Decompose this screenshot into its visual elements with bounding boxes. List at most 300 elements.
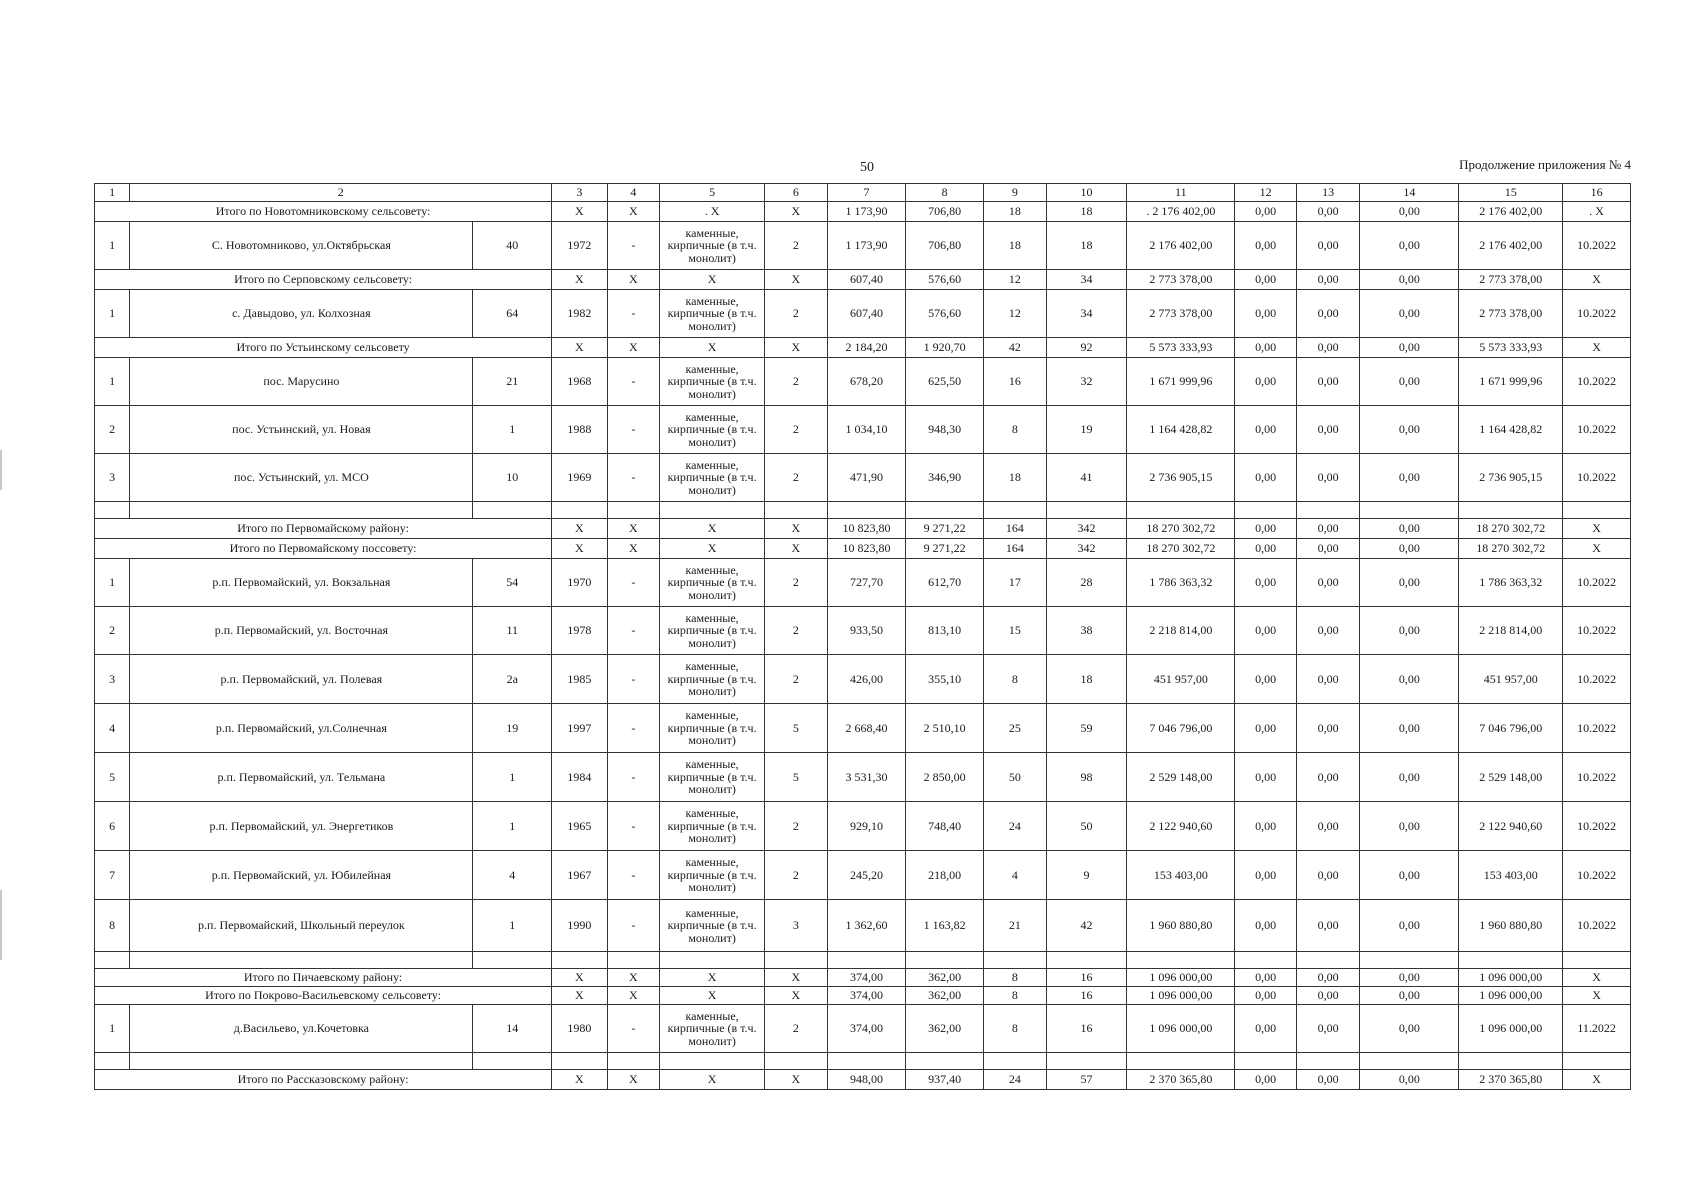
total-area: 10 823,80 (827, 519, 906, 539)
empty-cell (984, 1053, 1047, 1070)
wall-material: X (660, 969, 765, 987)
local-share: 0,00 (1360, 270, 1459, 290)
empty-cell (906, 1053, 984, 1070)
row-number: 3 (95, 454, 130, 502)
wall-material: каменные, кирпичные (в т.ч. монолит) (660, 1005, 765, 1053)
wall-material: каменные, кирпичные (в т.ч. монолит) (660, 607, 765, 655)
year-built: X (552, 519, 608, 539)
address: р.п. Первомайский, ул. Юбилейная (130, 851, 473, 900)
regional-share: 0,00 (1296, 969, 1360, 987)
total-cost: 1 096 000,00 (1127, 1005, 1235, 1053)
house-number: 21 (473, 358, 552, 406)
fund-share: 0,00 (1235, 987, 1297, 1005)
floors: X (765, 338, 828, 358)
living-area: 813,10 (906, 607, 984, 655)
house-number: 4 (473, 851, 552, 900)
total-area: 727,70 (827, 559, 906, 607)
total-cost: 2 529 148,00 (1127, 753, 1235, 802)
floors: X (765, 539, 828, 559)
subtotal-label: Итого по Серповскому сельсовету: (95, 270, 552, 290)
total-cost: 18 270 302,72 (1127, 539, 1235, 559)
total-area: 2 668,40 (827, 704, 906, 753)
column-number-header: 12 (1235, 184, 1297, 202)
fund-share: 0,00 (1235, 338, 1297, 358)
empty-row (95, 1053, 1631, 1070)
flats-count: 50 (984, 753, 1047, 802)
year-built: X (552, 338, 608, 358)
wall-material: X (660, 270, 765, 290)
local-share: 0,00 (1360, 222, 1459, 270)
regional-share: 0,00 (1296, 270, 1360, 290)
fund-share: 0,00 (1235, 290, 1297, 338)
total-cost: 18 270 302,72 (1127, 519, 1235, 539)
house-number: 1 (473, 900, 552, 952)
regional-share: 0,00 (1296, 851, 1360, 900)
subtotal-row (95, 1070, 1631, 1090)
total-cost: 5 573 333,93 (1127, 338, 1235, 358)
wall-material: каменные, кирпичные (в т.ч. монолит) (660, 704, 765, 753)
flats-count: 16 (984, 358, 1047, 406)
empty-cell (1046, 952, 1127, 969)
residents-count: 50 (1046, 802, 1127, 851)
total-cost: 1 096 000,00 (1127, 987, 1235, 1005)
local-share: 0,00 (1360, 290, 1459, 338)
total-area: 1 173,90 (827, 222, 906, 270)
empty-cell (984, 952, 1047, 969)
living-area: 625,50 (906, 358, 984, 406)
local-share: 0,00 (1360, 1005, 1459, 1053)
planned-completion: X (1563, 519, 1631, 539)
total-cost: 451 957,00 (1127, 655, 1235, 704)
commissioning-year: - (607, 802, 659, 851)
residents-count: 92 (1046, 338, 1127, 358)
empty-cell (473, 502, 552, 519)
row-number: 5 (95, 753, 130, 802)
flats-count: 18 (984, 202, 1047, 222)
total-area: 374,00 (827, 1005, 906, 1053)
fund-share: 0,00 (1235, 753, 1297, 802)
total-area: 948,00 (827, 1070, 906, 1090)
total-area: 471,90 (827, 454, 906, 502)
commissioning-year: X (607, 519, 659, 539)
total-area: 374,00 (827, 987, 906, 1005)
scan-edge-mark (0, 890, 2, 960)
year-built: 1972 (552, 222, 608, 270)
row-number: 8 (95, 900, 130, 952)
wall-material: каменные, кирпичные (в т.ч. монолит) (660, 900, 765, 952)
living-area: 937,40 (906, 1070, 984, 1090)
empty-cell (473, 1053, 552, 1070)
residents-count: 28 (1046, 559, 1127, 607)
flats-count: 8 (984, 987, 1047, 1005)
living-area: 2 510,10 (906, 704, 984, 753)
empty-cell (1563, 952, 1631, 969)
living-area: 1 920,70 (906, 338, 984, 358)
empty-cell (1459, 952, 1563, 969)
wall-material: каменные, кирпичные (в т.ч. монолит) (660, 406, 765, 454)
table-row (95, 851, 1631, 900)
column-number-header: 8 (906, 184, 984, 202)
local-share: 0,00 (1360, 539, 1459, 559)
local-share: 0,00 (1360, 987, 1459, 1005)
year-built: 1968 (552, 358, 608, 406)
fund-share: 0,00 (1235, 900, 1297, 952)
local-share: 0,00 (1360, 406, 1459, 454)
house-number: 19 (473, 704, 552, 753)
living-area: 748,40 (906, 802, 984, 851)
owners-share: 5 573 333,93 (1459, 338, 1563, 358)
table-row (95, 753, 1631, 802)
local-share: 0,00 (1360, 1070, 1459, 1090)
fund-share: 0,00 (1235, 802, 1297, 851)
empty-cell (1563, 1053, 1631, 1070)
regional-share: 0,00 (1296, 1070, 1360, 1090)
regional-share: 0,00 (1296, 454, 1360, 502)
empty-cell (906, 502, 984, 519)
empty-row (95, 502, 1631, 519)
local-share: 0,00 (1360, 358, 1459, 406)
regional-share: 0,00 (1296, 202, 1360, 222)
subtotal-row (95, 338, 1631, 358)
empty-cell (660, 502, 765, 519)
subtotal-label: Итого по Устьинскому сельсовету (95, 338, 552, 358)
appendix-continuation-note: Продолжение приложения № 4 (1459, 157, 1631, 172)
fund-share: 0,00 (1235, 969, 1297, 987)
local-share: 0,00 (1360, 900, 1459, 952)
planned-completion: 10.2022 (1563, 559, 1631, 607)
owners-share: 1 164 428,82 (1459, 406, 1563, 454)
wall-material: X (660, 987, 765, 1005)
column-number-header: 7 (827, 184, 906, 202)
planned-completion: X (1563, 539, 1631, 559)
flats-count: 8 (984, 969, 1047, 987)
column-number-header: 14 (1360, 184, 1459, 202)
fund-share: 0,00 (1235, 519, 1297, 539)
regional-share: 0,00 (1296, 559, 1360, 607)
commissioning-year: X (607, 969, 659, 987)
local-share: 0,00 (1360, 802, 1459, 851)
regional-share: 0,00 (1296, 655, 1360, 704)
empty-cell (552, 502, 608, 519)
total-cost: 1 786 363,32 (1127, 559, 1235, 607)
fund-share: 0,00 (1235, 1070, 1297, 1090)
empty-cell (1235, 502, 1297, 519)
residents-count: 18 (1046, 655, 1127, 704)
floors: 2 (765, 559, 828, 607)
fund-share: 0,00 (1235, 851, 1297, 900)
address: пос. Устьинский, ул. Новая (130, 406, 473, 454)
empty-cell (607, 1053, 659, 1070)
column-number-header: 2 (130, 184, 552, 202)
total-cost: 1 671 999,96 (1127, 358, 1235, 406)
column-number-header: 10 (1046, 184, 1127, 202)
column-number-header: 15 (1459, 184, 1563, 202)
local-share: 0,00 (1360, 753, 1459, 802)
planned-completion: X (1563, 969, 1631, 987)
floors: 2 (765, 358, 828, 406)
empty-cell (827, 502, 906, 519)
housing-register-table (94, 183, 1631, 1090)
planned-completion: X (1563, 987, 1631, 1005)
empty-cell (765, 1053, 828, 1070)
total-area: 607,40 (827, 290, 906, 338)
planned-completion: 10.2022 (1563, 290, 1631, 338)
scan-edge-mark (0, 450, 2, 490)
fund-share: 0,00 (1235, 406, 1297, 454)
owners-share: 18 270 302,72 (1459, 539, 1563, 559)
wall-material: каменные, кирпичные (в т.ч. монолит) (660, 290, 765, 338)
column-number-header: 5 (660, 184, 765, 202)
wall-material: каменные, кирпичные (в т.ч. монолит) (660, 358, 765, 406)
total-area: 426,00 (827, 655, 906, 704)
residents-count: 34 (1046, 290, 1127, 338)
empty-cell (1563, 502, 1631, 519)
floors: X (765, 202, 828, 222)
empty-cell (95, 1053, 130, 1070)
house-number: 10 (473, 454, 552, 502)
address: р.п. Первомайский, ул. Восточная (130, 607, 473, 655)
residents-count: 16 (1046, 987, 1127, 1005)
residents-count: 342 (1046, 519, 1127, 539)
wall-material: X (660, 338, 765, 358)
local-share: 0,00 (1360, 851, 1459, 900)
planned-completion: 11.2022 (1563, 1005, 1631, 1053)
owners-share: 2 736 905,15 (1459, 454, 1563, 502)
commissioning-year: X (607, 270, 659, 290)
living-area: 1 163,82 (906, 900, 984, 952)
address: р.п. Первомайский, Школьный переулок (130, 900, 473, 952)
empty-cell (1360, 952, 1459, 969)
flats-count: 12 (984, 270, 1047, 290)
owners-share: 2 773 378,00 (1459, 270, 1563, 290)
empty-cell (130, 1053, 473, 1070)
row-number: 2 (95, 607, 130, 655)
total-cost: 2 218 814,00 (1127, 607, 1235, 655)
year-built: 1978 (552, 607, 608, 655)
subtotal-row (95, 539, 1631, 559)
owners-share: 1 786 363,32 (1459, 559, 1563, 607)
table-row (95, 607, 1631, 655)
total-area: 3 531,30 (827, 753, 906, 802)
subtotal-label: Итого по Первомайскому району: (95, 519, 552, 539)
empty-row (95, 952, 1631, 969)
commissioning-year: X (607, 1070, 659, 1090)
flats-count: 4 (984, 851, 1047, 900)
commissioning-year: - (607, 900, 659, 952)
row-number: 1 (95, 290, 130, 338)
empty-cell (827, 952, 906, 969)
column-number-header: 1 (95, 184, 130, 202)
owners-share: 2 218 814,00 (1459, 607, 1563, 655)
empty-cell (130, 502, 473, 519)
wall-material: . X (660, 202, 765, 222)
empty-cell (984, 502, 1047, 519)
fund-share: 0,00 (1235, 559, 1297, 607)
total-cost: 2 773 378,00 (1127, 290, 1235, 338)
owners-share: 153 403,00 (1459, 851, 1563, 900)
year-built: X (552, 539, 608, 559)
column-number-header: 6 (765, 184, 828, 202)
fund-share: 0,00 (1235, 358, 1297, 406)
commissioning-year: - (607, 1005, 659, 1053)
residents-count: 342 (1046, 539, 1127, 559)
empty-cell (552, 952, 608, 969)
total-cost: 1 164 428,82 (1127, 406, 1235, 454)
empty-cell (95, 502, 130, 519)
local-share: 0,00 (1360, 519, 1459, 539)
regional-share: 0,00 (1296, 802, 1360, 851)
local-share: 0,00 (1360, 454, 1459, 502)
year-built: 1970 (552, 559, 608, 607)
local-share: 0,00 (1360, 704, 1459, 753)
flats-count: 25 (984, 704, 1047, 753)
residents-count: 38 (1046, 607, 1127, 655)
empty-cell (1296, 502, 1360, 519)
empty-cell (660, 1053, 765, 1070)
empty-cell (1459, 1053, 1563, 1070)
fund-share: 0,00 (1235, 1005, 1297, 1053)
empty-cell (1360, 1053, 1459, 1070)
living-area: 706,80 (906, 202, 984, 222)
local-share: 0,00 (1360, 655, 1459, 704)
empty-cell (660, 952, 765, 969)
flats-count: 164 (984, 539, 1047, 559)
fund-share: 0,00 (1235, 202, 1297, 222)
flats-count: 15 (984, 607, 1047, 655)
subtotal-label: Итого по Первомайскому поссовету: (95, 539, 552, 559)
table-row (95, 406, 1631, 454)
commissioning-year: - (607, 655, 659, 704)
address: с. Давыдово, ул. Колхозная (130, 290, 473, 338)
total-area: 678,20 (827, 358, 906, 406)
address: С. Новотомниково, ул.Октябрьская (130, 222, 473, 270)
flats-count: 8 (984, 406, 1047, 454)
fund-share: 0,00 (1235, 539, 1297, 559)
flats-count: 8 (984, 1005, 1047, 1053)
wall-material: каменные, кирпичные (в т.ч. монолит) (660, 655, 765, 704)
empty-cell (765, 502, 828, 519)
living-area: 218,00 (906, 851, 984, 900)
local-share: 0,00 (1360, 607, 1459, 655)
planned-completion: 10.2022 (1563, 802, 1631, 851)
subtotal-row (95, 270, 1631, 290)
commissioning-year: X (607, 987, 659, 1005)
residents-count: 9 (1046, 851, 1127, 900)
house-number: 1 (473, 406, 552, 454)
fund-share: 0,00 (1235, 454, 1297, 502)
wall-material: каменные, кирпичные (в т.ч. монолит) (660, 753, 765, 802)
floors: X (765, 969, 828, 987)
floors: X (765, 519, 828, 539)
year-built: 1980 (552, 1005, 608, 1053)
address: д.Васильево, ул.Кочетовка (130, 1005, 473, 1053)
living-area: 362,00 (906, 969, 984, 987)
wall-material: каменные, кирпичные (в т.ч. монолит) (660, 454, 765, 502)
flats-count: 8 (984, 655, 1047, 704)
residents-count: 16 (1046, 969, 1127, 987)
table-row (95, 655, 1631, 704)
commissioning-year: - (607, 753, 659, 802)
year-built: 1988 (552, 406, 608, 454)
year-built: X (552, 202, 608, 222)
total-cost: 7 046 796,00 (1127, 704, 1235, 753)
year-built: 1965 (552, 802, 608, 851)
floors: 2 (765, 802, 828, 851)
house-number: 64 (473, 290, 552, 338)
owners-share: 2 176 402,00 (1459, 202, 1563, 222)
local-share: 0,00 (1360, 559, 1459, 607)
year-built: 1990 (552, 900, 608, 952)
total-cost: 2 122 940,60 (1127, 802, 1235, 851)
column-number-header: 16 (1563, 184, 1631, 202)
table-row (95, 900, 1631, 952)
floors: 2 (765, 607, 828, 655)
flats-count: 164 (984, 519, 1047, 539)
planned-completion: X (1563, 338, 1631, 358)
empty-cell (765, 952, 828, 969)
year-built: X (552, 270, 608, 290)
owners-share: 1 096 000,00 (1459, 969, 1563, 987)
wall-material: X (660, 539, 765, 559)
empty-cell (607, 952, 659, 969)
regional-share: 0,00 (1296, 222, 1360, 270)
subtotal-row (95, 969, 1631, 987)
living-area: 362,00 (906, 1005, 984, 1053)
commissioning-year: - (607, 607, 659, 655)
house-number: 54 (473, 559, 552, 607)
commissioning-year: X (607, 338, 659, 358)
planned-completion: 10.2022 (1563, 900, 1631, 952)
total-area: 933,50 (827, 607, 906, 655)
wall-material: каменные, кирпичные (в т.ч. монолит) (660, 222, 765, 270)
total-cost: 2 773 378,00 (1127, 270, 1235, 290)
empty-cell (1127, 952, 1235, 969)
floors: 2 (765, 222, 828, 270)
commissioning-year: - (607, 222, 659, 270)
owners-share: 451 957,00 (1459, 655, 1563, 704)
empty-cell (1046, 1053, 1127, 1070)
flats-count: 12 (984, 290, 1047, 338)
year-built: 1985 (552, 655, 608, 704)
row-number: 1 (95, 358, 130, 406)
floors: 5 (765, 704, 828, 753)
empty-cell (1459, 502, 1563, 519)
commissioning-year: - (607, 454, 659, 502)
subtotal-row (95, 519, 1631, 539)
year-built: 1969 (552, 454, 608, 502)
column-number-header: 13 (1296, 184, 1360, 202)
total-area: 929,10 (827, 802, 906, 851)
column-number-header: 4 (607, 184, 659, 202)
row-number: 3 (95, 655, 130, 704)
total-area: 1 173,90 (827, 202, 906, 222)
year-built: 1967 (552, 851, 608, 900)
regional-share: 0,00 (1296, 358, 1360, 406)
living-area: 576,60 (906, 270, 984, 290)
fund-share: 0,00 (1235, 655, 1297, 704)
planned-completion: 10.2022 (1563, 454, 1631, 502)
owners-share: 1 096 000,00 (1459, 1005, 1563, 1053)
floors: 2 (765, 290, 828, 338)
house-number: 14 (473, 1005, 552, 1053)
row-number: 6 (95, 802, 130, 851)
owners-share: 2 529 148,00 (1459, 753, 1563, 802)
subtotal-label: Итого по Покрово-Васильевскому сельсовету: (95, 987, 552, 1005)
empty-cell (552, 1053, 608, 1070)
row-number: 7 (95, 851, 130, 900)
floors: X (765, 987, 828, 1005)
year-built: 1997 (552, 704, 608, 753)
